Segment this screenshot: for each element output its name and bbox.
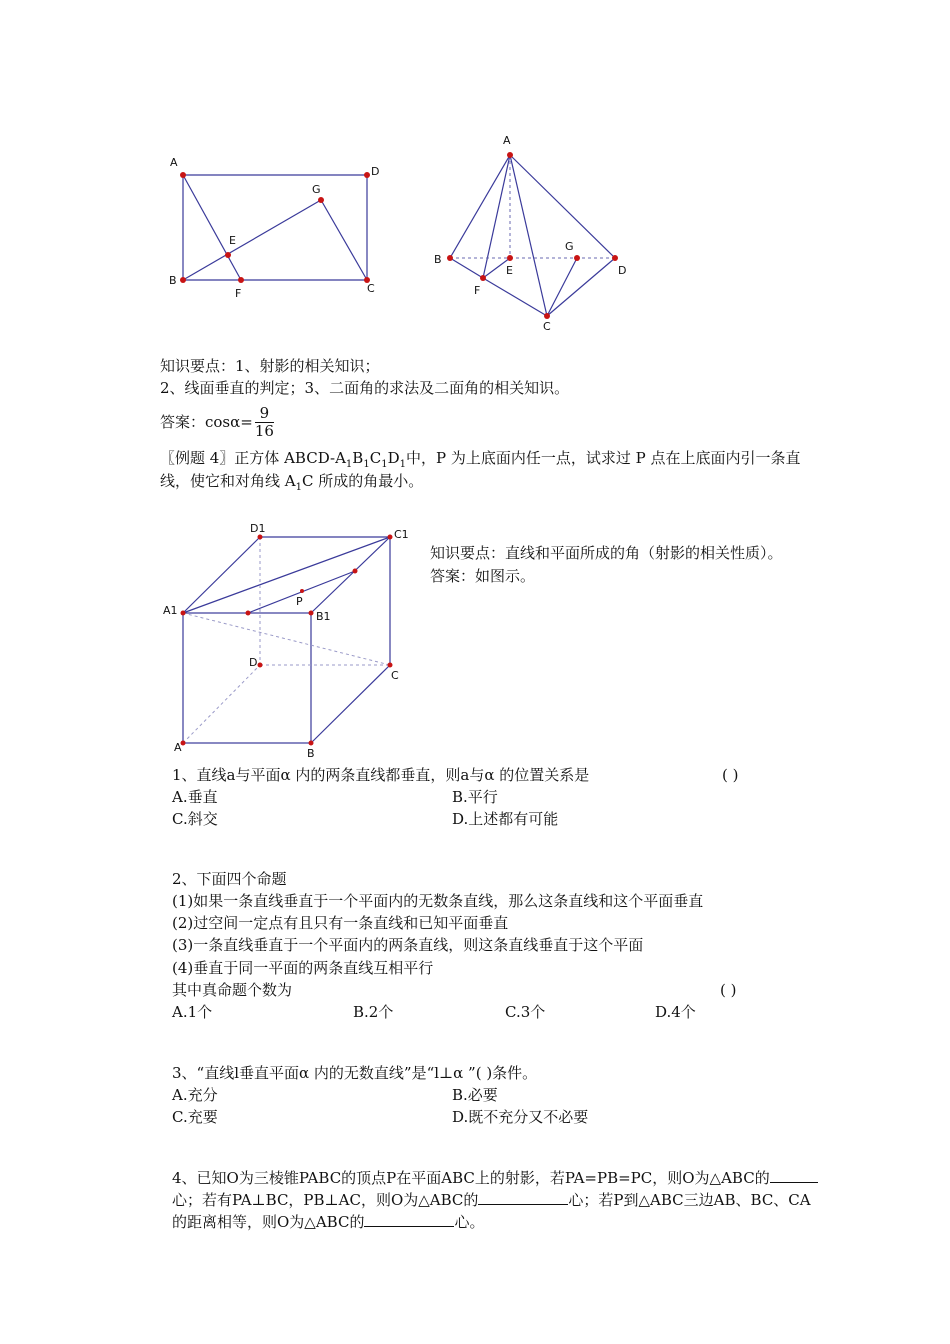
q1-option-b: B.平行: [452, 788, 498, 806]
cube-label-d1: D1: [250, 522, 266, 535]
q2-proposition-3: (3)一条直线垂直于一个平面内的两条直线，则这条直线垂直于这个平面: [172, 936, 644, 954]
pyr-label-g: G: [565, 240, 574, 253]
answer-1-prefix: 答案：cosα=: [160, 413, 253, 431]
q1-option-d: D.上述都有可能: [452, 810, 559, 828]
cube-hidden-lines: [183, 537, 390, 743]
cube-label-a: A: [174, 741, 182, 754]
cube-label-d: D: [249, 656, 258, 669]
q2-answer-paren: ( ): [720, 981, 737, 999]
rect-label-d: D: [371, 165, 380, 178]
sub: 1: [399, 459, 406, 470]
q4-line2: [172, 1190, 811, 1210]
q2-option-b: B.2个: [353, 1003, 394, 1021]
pyr-label-c: C: [543, 320, 551, 333]
cube-d: D: [387, 449, 400, 467]
cube-points: [181, 535, 393, 746]
sub: 1: [381, 459, 388, 470]
q4-line2-b: 心；若P到△ABC三边AB、BC、CA: [568, 1191, 811, 1209]
q4-line3-b: 心。: [454, 1213, 485, 1231]
q4-line3: [172, 1212, 484, 1232]
q2-proposition-1: (1)如果一条直线垂直于一个平面内的无数条直线，那么这条直线和这个平面垂直: [172, 892, 704, 910]
q2-option-a: A.1个: [172, 1003, 213, 1021]
q4-blank-2[interactable]: [478, 1190, 568, 1205]
cube-label-a1: A1: [163, 604, 178, 617]
answer-1: [160, 400, 274, 444]
knowledge-points-2: 2、线面垂直的判定；3、二面角的求法及二面角的相关知识。: [160, 379, 570, 397]
q3-option-b: B.必要: [452, 1086, 498, 1104]
q2-option-c: C.3个: [505, 1003, 546, 1021]
q2-ask: 其中真命题个数为: [172, 981, 293, 999]
example4-line2-a: 线，使它和对角线 A: [160, 472, 296, 490]
q4-line2-a: 心；若有PA⊥BC，PB⊥AC，则O为△ABC的: [172, 1191, 479, 1209]
q4-blank-1[interactable]: [770, 1168, 818, 1183]
sub: 1: [363, 459, 370, 470]
knowledge-points-1: 知识要点：1、射影的相关知识；: [160, 357, 380, 375]
q1-option-c: C.斜交: [172, 810, 218, 828]
rectangle-points: [180, 172, 370, 283]
q4-line3-a: 的距离相等，则O为△ABC的: [172, 1213, 365, 1231]
rect-label-e: E: [229, 234, 236, 247]
knowledge-points-3: 知识要点：直线和平面所成的角（射影的相关性质）。: [430, 544, 783, 562]
cube-label-b1: B1: [316, 610, 331, 623]
q4-line1-text: 4、已知O为三棱锥PABC的顶点P在平面ABC上的射影，若PA=PB=PC，则O为△ABC的: [172, 1169, 770, 1187]
example4-line2-b: C 所成的角最小。: [301, 472, 424, 490]
cube-b: B: [352, 449, 364, 467]
q1-stem: 1、直线a与平面α 内的两条直线都垂直，则a与α 的位置关系是: [172, 766, 590, 784]
pyr-label-b: B: [434, 253, 442, 266]
rect-label-a: A: [170, 156, 178, 169]
example4-rest: 中，P 为上底面内任一点，试求过 P 点在上底面内引一条直: [405, 449, 801, 467]
rectangle-figure: [183, 175, 367, 280]
sub: 1: [345, 459, 353, 470]
rect-label-c: C: [367, 282, 375, 295]
q4-line1: [172, 1168, 818, 1188]
cube-label-b: B: [307, 747, 315, 760]
cube-c: C: [369, 449, 382, 467]
q3-stem: 3、“直线l垂直平面α 内的无数直线”是“l⊥α ”( )条件。: [172, 1064, 538, 1082]
answer-2: 答案：如图示。: [430, 567, 536, 585]
q2-option-d: D.4个: [655, 1003, 696, 1021]
example4-line2: [160, 471, 423, 498]
answer-fraction: [255, 405, 274, 440]
q2-proposition-4: (4)垂直于同一平面的两条直线互相平行: [172, 959, 434, 977]
example4-tag: 〖例题 4〗正方体: [160, 449, 285, 467]
q2-proposition-2: (2)过空间一定点有且只有一条直线和已知平面垂直: [172, 914, 509, 932]
q4-blank-3[interactable]: [364, 1212, 454, 1227]
pyr-label-e: E: [506, 264, 513, 277]
q3-option-a: A.充分: [172, 1086, 218, 1104]
pyr-label-a: A: [503, 134, 511, 147]
rect-label-g: G: [312, 183, 321, 196]
fraction-denominator: 16: [254, 421, 274, 440]
fraction-numerator: 9: [255, 405, 274, 423]
rect-label-b: B: [169, 274, 177, 287]
cube-label-c1: C1: [394, 528, 409, 541]
q3-option-c: C.充要: [172, 1108, 218, 1126]
cube-label-c: C: [391, 669, 399, 682]
pyr-label-d: D: [618, 264, 627, 277]
sub: 1: [295, 482, 302, 493]
cube-name: ABCD-A: [284, 449, 346, 467]
pyr-label-f: F: [474, 284, 481, 297]
pyramid-hidden-lines: [450, 155, 615, 258]
cube-label-p: P: [296, 595, 303, 608]
q2-stem: 2、下面四个命题: [172, 870, 287, 888]
q1-answer-paren: ( ): [722, 766, 739, 784]
q3-option-d: D.既不充分又不必要: [452, 1108, 589, 1126]
q1-option-a: A.垂直: [172, 788, 218, 806]
rect-label-f: F: [235, 287, 242, 300]
